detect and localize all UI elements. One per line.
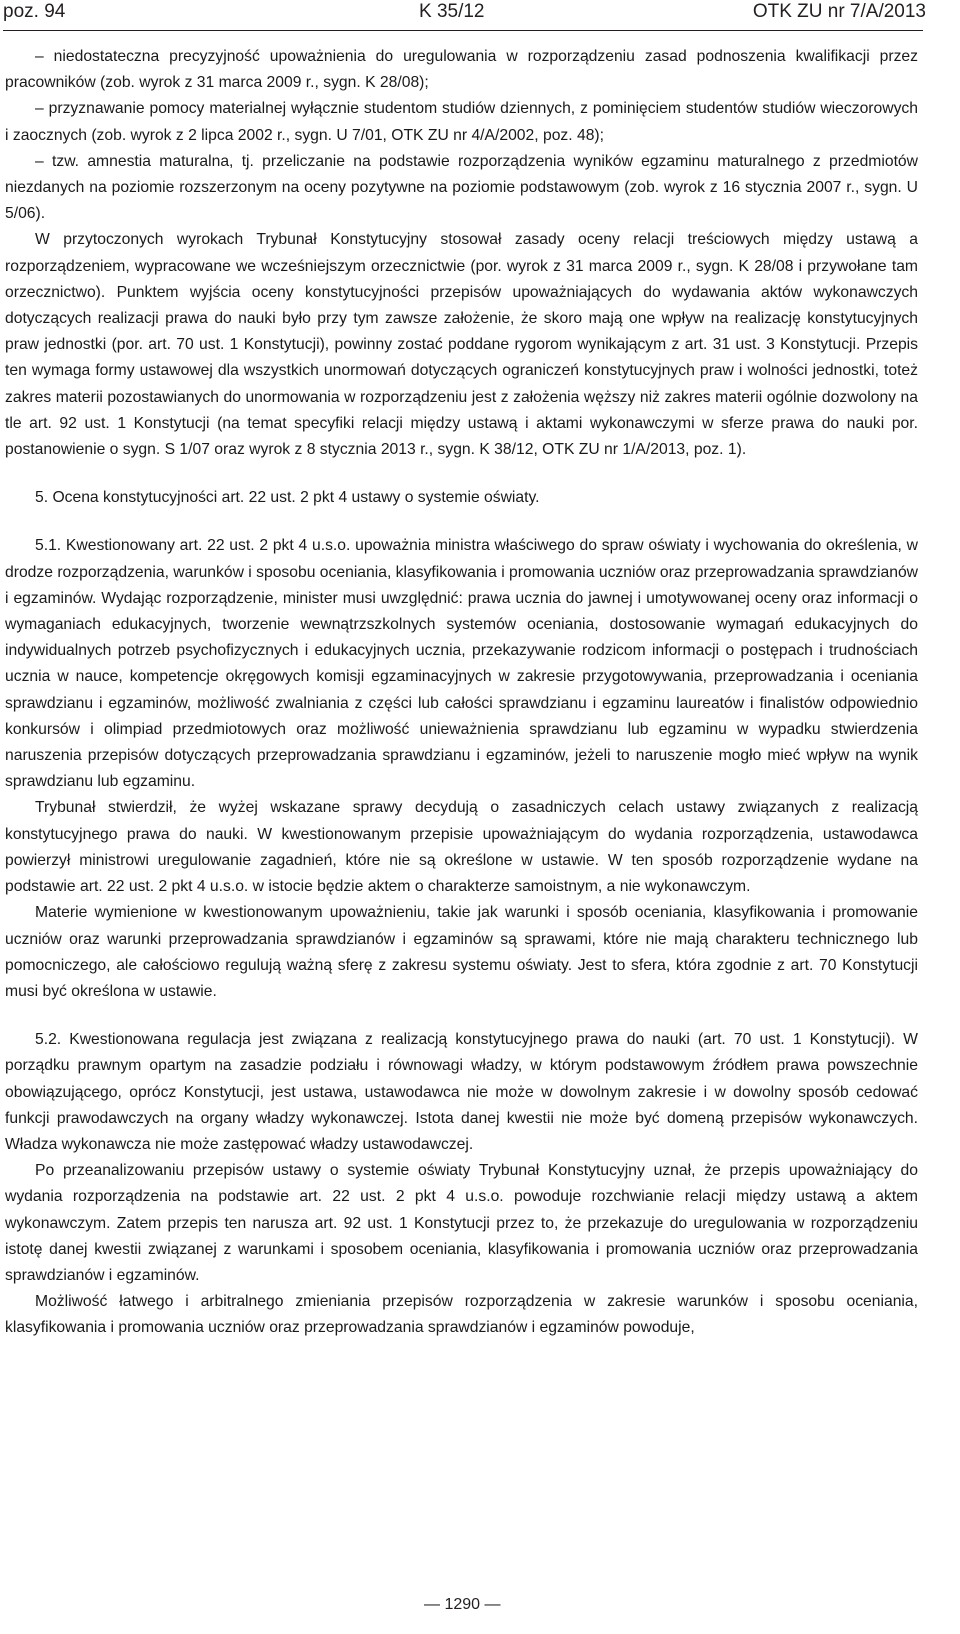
list-item: – tzw. amnestia maturalna, tj. przeliczanie na podstawie rozporządzenia wyników egzaminu maturalnego z przedmiotów niezdanych na poziomie rozszerzonym na oceny pozytywne na poziomie podstawowym (zob. wyrok z 16 stycznia 2007 r., sygn. U 5/06). — [5, 152, 918, 223]
document-body — [5, 44, 918, 1342]
paragraph: Materie wymienione w kwestionowanym upoważnieniu, takie jak warunki i sposób oceniania, klasyfikowania i promowanie uczniów oraz warunki przeprowadzania sprawdzianów i egzaminów są sprawami, które nie mają charakteru technicznego lub pomocniczego, ale całościowo regulują ważną sferę z zakresu systemu oświaty. Jest to sfera, która zgodnie z art. 70 Konstytucji musi być określona w ustawie. — [5, 904, 918, 1000]
paragraph: Trybunał stwierdził, że wyżej wskazane sprawy decydują o zasadniczych celach ustawy związanych z realizacją konstytucyjnego prawa do nauki. W kwestionowanym przepisie upoważniającym do wydania rozporządzenia, ustawodawca powierzył ministrowi uregulowanie zagadnień, które nie są określone w ustawie. W ten sposób rozporządzenie wydane na podstawie art. 22 ust. 2 pkt 4 u.s.o. w istocie będzie aktem o charakterze samoistnym, a nie wykonawczym. — [5, 799, 918, 896]
header-case-number: K 35/12 — [419, 1, 485, 22]
header-position: poz. 94 — [3, 1, 66, 22]
header-rule — [3, 30, 923, 31]
list-item: – przyznawanie pomocy materialnej wyłącznie studentom studiów dziennych, z pominięciem studentów studiów wieczorowych i zaocznych (zob. wyrok z 2 lipca 2002 r., sygn. U 7/01, OTK ZU nr 4/A/2002, poz. 48); — [5, 100, 918, 144]
paragraph: 5.1. Kwestionowany art. 22 ust. 2 pkt 4 u.s.o. upoważnia ministra właściwego do spraw oświaty i wychowania do określenia, w drodze rozporządzenia, warunków i sposobu oceniania, klasyfikowania i promowania uczniów oraz przeprowadzania sprawdzianów i egzaminów. Wydając rozporządzenie, minister musi uwzględnić: prawa ucznia do jawnej i umotywowanej oceny oraz informacji o wymaganiach edukacyjnych, tworzenie wewnątrzszkolnych systemów oceniania, dostosowanie wymagań edukacyjnych do indywidualnych potrzeb psychofizycznych i edukacyjnych ucznia, przekazywanie rodzicom informacji o postępach i trudnościach ucznia w nauce, kompetencje okręgowych komisji egzaminacyjnych w zakresie przygotowywania, przeprowadzania i oceniania sprawdzianu i egzaminów, możliwość zwalniania z części lub całości sprawdzianu i egzaminu laureatów i finalistów odpowiednio konkursów i olimpiad przedmiotowych oraz możliwość unieważnienia sprawdzianu lub egzaminu w wypadku stwierdzenia naruszenia przepisów dotyczących przeprowadzania sprawdzianu i egzaminów, jeżeli to naruszenie mogło mieć wpływ na wynik sprawdzianu lub egzaminu. — [5, 537, 918, 791]
header-journal: OTK ZU nr 7/A/2013 — [752, 1, 926, 22]
paragraph: W przytoczonych wyrokach Trybunał Konstytucyjny stosował zasady oceny relacji treściowych między ustawą a rozporządzeniem, wypracowane we wcześniejszym orzecznictwie (por. wyrok z 31 marca 2009 r., sygn. K 28/08 i przywołane tam orzecznictwo). Punktem wyjścia oceny konstytucyjności przepisów upoważniających do wydawania aktów wykonawczych dotyczących realizacji prawa do nauki było przy tym zawsze założenie, że skoro mają one wpływ na realizację konstytucyjnych praw jednostki (por. art. 70 ust. 1 Konstytucji), powinny zostać poddane rygorom wynikającym z art. 31 ust. 3 Konstytucji. Przepis ten wymaga formy ustawowej dla wszystkich unormowań dotyczących ograniczeń konstytucyjnych praw i wolności jednostki, toteż zakres materii pozostawianych do unormowania w rozporządzeniu jest z założenia węższy niż zakres materii ogólnie dozwolony na tle art. 92 ust. 1 Konstytucji (na temat specyfiki relacji między ustawą i aktami wykonawczymi w sferze prawa do nauki por. postanowienie o sygn. S 1/07 oraz wyrok z 8 stycznia 2013 r., sygn. K 38/12, OTK ZU nr 1/A/2013, poz. 1). — [5, 231, 918, 459]
paragraph: Po przeanalizowaniu przepisów ustawy o systemie oświaty Trybunał Konstytucyjny uznał, że przepis upoważniający do wydania rozporządzenia na podstawie art. 22 ust. 2 pkt 4 u.s.o. powoduje rozchwianie relacji między ustawą a aktem wykonawczym. Zatem przepis ten narusza art. 92 ust. 1 Konstytucji przez to, że przekazuje do uregulowania w rozporządzeniu istotę danej kwestii związanej z warunkami i sposobem oceniania, klasyfikowania i promowania uczniów oraz przeprowadzania sprawdzianów i egzaminów. — [5, 1162, 918, 1284]
section-heading: 5. Ocena konstytucyjności art. 22 ust. 2 pkt 4 ustawy o systemie oświaty. — [35, 489, 540, 507]
paragraph: Możliwość łatwego i arbitralnego zmieniania przepisów rozporządzenia w zakresie warunków i sposobu oceniania, klasyfikowania i promowania uczniów oraz przeprowadzania sprawdzianów i egzaminów powoduje, — [5, 1293, 918, 1337]
page-number: — 1290 — — [424, 1596, 501, 1613]
page-header — [0, 0, 960, 30]
list-item: – niedostateczna precyzyjność upoważnienia do uregulowania w rozporządzeniu zasad podnoszenia kwalifikacji przez pracowników (zob. wyrok z 31 marca 2009 r., sygn. K 28/08); — [5, 48, 918, 92]
paragraph: 5.2. Kwestionowana regulacja jest związana z realizacją konstytucyjnego prawa do nauki (art. 70 ust. 1 Konstytucji). W porządku prawnym opartym na zasadzie podziału i równowagi władzy, w którym podstawowym źródłem prawa powszechnie obowiązującego, oprócz Konstytucji, jest ustawa, ustawodawca nie może w dowolnym zakresie i w dowolny sposób cedować funkcji prawodawczych na organy władzy wykonawczej. Istota danej kwestii nie może być domeną przepisów wykonawczych. Władza wykonawcza nie może zastępować władzy ustawodawczej. — [5, 1031, 918, 1153]
